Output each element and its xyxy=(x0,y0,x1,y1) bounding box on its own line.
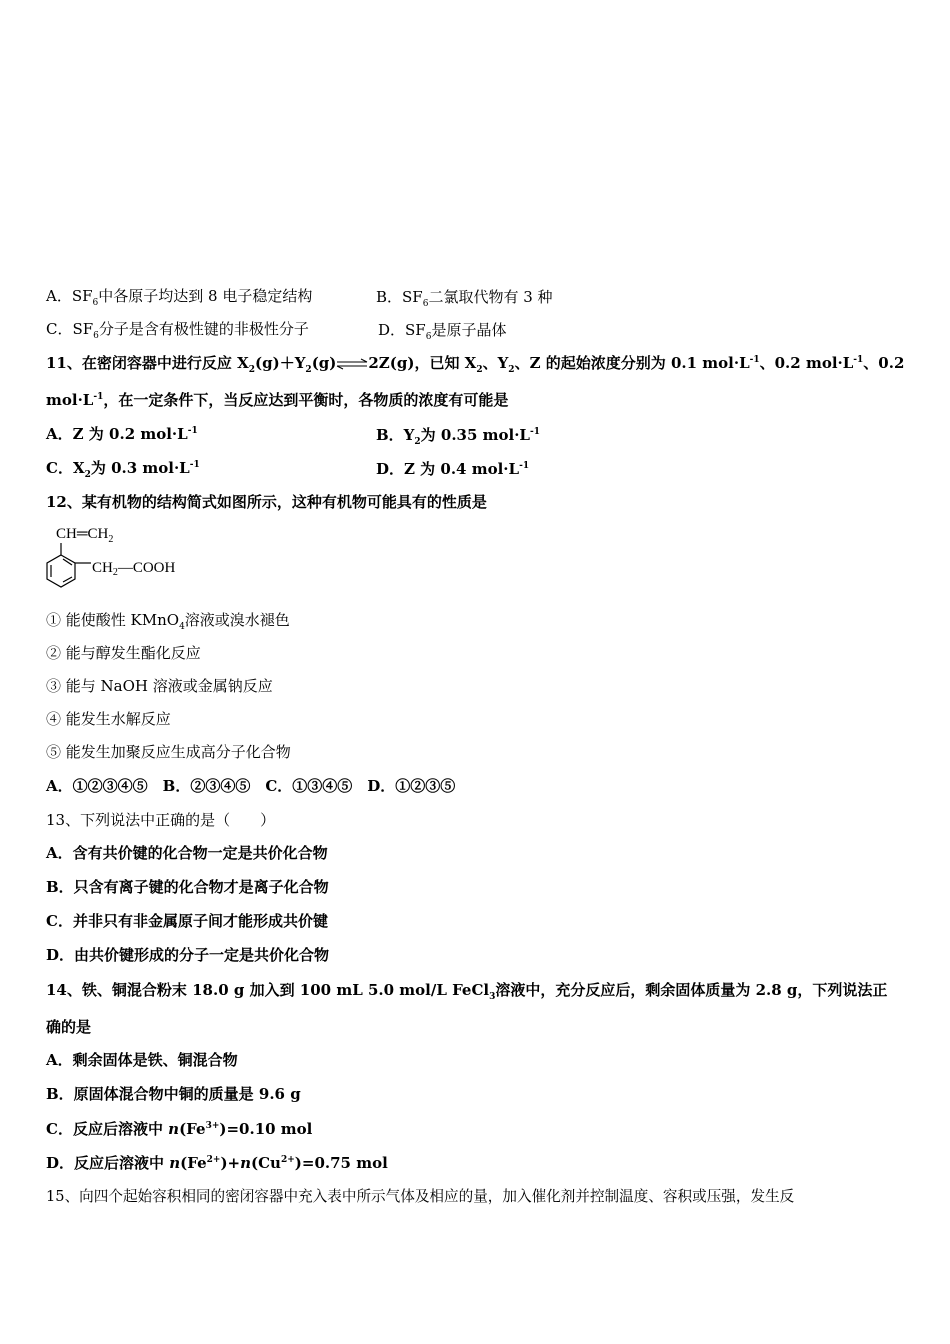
q11-option-c: C．$X_2$为 0.3 $mol\cdot L^{-1}$ xyxy=(46,459,200,480)
q14-stem: 14、铁、铜混合粉末 18.0 g 加入到 100 mL 5.0 mol/L FeCl$_3$溶液中，充分反应后，剩余固体质量为 2.8 g，下列说法正 xyxy=(46,981,888,1002)
q12-property-1: ① 能使酸性 KMnO$_4$溶液或溴水褪色 xyxy=(46,611,290,632)
q13-stem: 13、下列说法中正确的是（ ） xyxy=(46,811,276,829)
q10-option-b: B．$SF_6$二氯取代物有 3 种 xyxy=(376,288,553,309)
q11-stem-line2: $mol\cdot L^{-1}$，在一定条件下，当反应达到平衡时，各物质的浓度有可能是 xyxy=(46,391,509,409)
q12-stem: 12、某有机物的结构简式如图所示，这种有机物可能具有的性质是 xyxy=(46,493,487,511)
q13-option-d: D．由共价键形成的分子一定是共价化合物 xyxy=(46,946,330,964)
mol-vinyl-label: $CH═CH_2$ xyxy=(56,526,114,545)
q14-option-c: C．反应后溶液中 $n(Fe^{3+})=0.10$ mol xyxy=(46,1120,313,1138)
mol-side-chain-label: $CH_2—COOH$ xyxy=(92,560,176,578)
q14-stem-line2: 确的是 xyxy=(46,1018,92,1036)
q10-option-a: A．$SF_6$中各原子均达到 8 电子稳定结构 xyxy=(46,287,313,308)
q12-property-3: ③ 能与 NaOH 溶液或金属钠反应 xyxy=(46,677,273,695)
q14-option-a: A．剩余固体是铁、铜混合物 xyxy=(46,1051,238,1069)
q11-stem: 11、在密闭容器中进行反应 $X_2(g)+Y_2(g)$ 2Z(g)，已知 $X_2$、$Y_2$、Z 的起始浓度分别为 0.1 $mol\cdot L^{-1}$、0.2 $mol\cdot L^{-1}$、0.2 xyxy=(46,354,905,375)
q10-option-c: C．$SF_6$分子是含有极性键的非极性分子 xyxy=(46,320,309,341)
q14-option-b: B．原固体混合物中铜的质量是 9.6 g xyxy=(46,1085,301,1103)
q10-option-d: D．$SF_6$是原子晶体 xyxy=(378,321,507,342)
q15-stem: 15、向四个起始容积相同的密闭容器中充入表中所示气体及相应的量，加入催化剂并控制温度、容积或压强，发生反 xyxy=(46,1188,795,1205)
q13-option-c: C．并非只有非金属原子间才能形成共价键 xyxy=(46,912,328,930)
q12-property-5: ⑤ 能发生加聚反应生成高分子化合物 xyxy=(46,743,291,761)
q12-options: A．①②③④⑤ B．②③④⑤ C．①③④⑤ D．①②③⑤ xyxy=(46,777,456,795)
q11-option-b: B．$Y_2$为 0.35 $mol\cdot L^{-1}$ xyxy=(376,426,540,447)
q11-option-a: A．Z 为 0.2 $mol\cdot L^{-1}$ xyxy=(46,425,198,443)
q12-property-2: ② 能与醇发生酯化反应 xyxy=(46,644,201,662)
q14-option-d: D．反应后溶液中 $n(Fe^{2+})+n(Cu^{2+})=0.75$ mol xyxy=(46,1154,388,1172)
molecule-structure-diagram xyxy=(44,521,204,593)
q11-option-d: D．Z 为 0.4 $mol\cdot L^{-1}$ xyxy=(376,460,530,478)
q13-option-a: A．含有共价键的化合物一定是共价化合物 xyxy=(46,844,328,862)
q13-option-b: B．只含有离子键的化合物才是离子化合物 xyxy=(46,878,329,896)
q12-property-4: ④ 能发生水解反应 xyxy=(46,710,171,728)
equilibrium-arrow-icon xyxy=(336,358,368,370)
